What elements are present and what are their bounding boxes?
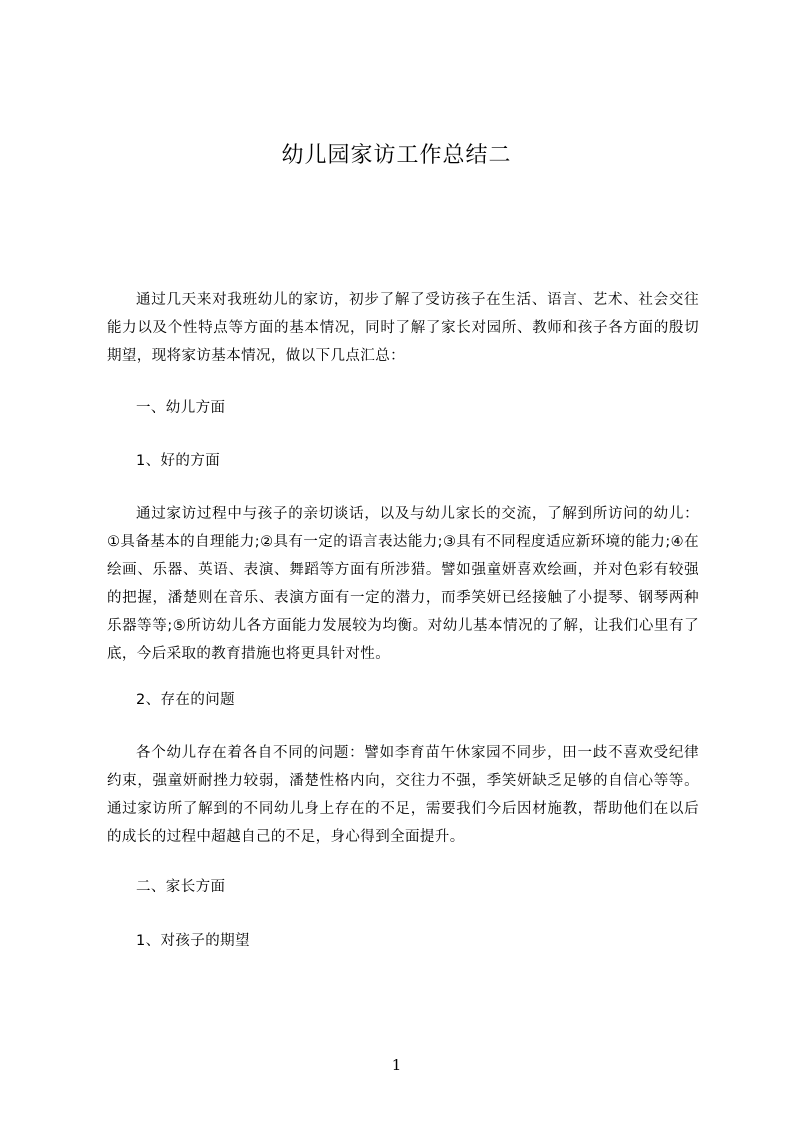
strengths-paragraph: 通过家访过程中与孩子的亲切谈话，以及与幼儿家长的交流，了解到所访问的幼儿：①具备基本的自理能力;②具有一定的语言表达能力;③具有不同程度适应新环境的能力;④在绘画、乐器、英语、表演、舞蹈等方面有所涉猎。譬如强童妍喜欢绘画，并对色彩有较强的把握，潘楚则在音乐、表演方面有一定的潜力，而季笑妍已经接触了小提琴、钢琴两种乐器等等;⑤所访幼儿各方面能力发展较为均衡。对幼儿基本情况的了解，让我们心里有了底，今后采取的教育措施也将更具针对性。 bbox=[107, 506, 699, 662]
problems-paragraph: 各个幼儿存在着各自不同的问题：譬如李育苗午休家园不同步，田一歧不喜欢受纪律约束，强童妍耐挫力较弱，潘楚性格内向，交往力不强，季笑妍缺乏足够的自信心等等。通过家访所了解到的不同幼儿身上存在的不足，需要我们今后因材施教，帮助他们在以后的成长的过程中超越自己的不足，身心得到全面提升。 bbox=[107, 745, 699, 845]
subsection-heading-strengths: 1、好的方面 bbox=[136, 453, 221, 469]
page-title: 幼儿园家访工作总结二 bbox=[281, 143, 512, 168]
page-number: 1 bbox=[391, 1056, 402, 1074]
subsection-heading-problems: 2、存在的问题 bbox=[136, 692, 236, 708]
intro-paragraph: 通过几天来对我班幼儿的家访，初步了解了受访孩子在生活、语言、艺术、社会交往能力以及个性特点等方面的基本情况，同时了解了家长对园所、教师和孩子各方面的殷切期望，现将家访基本情况，做以下几点汇总： bbox=[107, 292, 699, 364]
section-heading-parents: 二、家长方面 bbox=[136, 879, 226, 895]
section-heading-children: 一、幼儿方面 bbox=[136, 400, 226, 416]
subsection-heading-expectations: 1、对孩子的期望 bbox=[136, 933, 250, 949]
